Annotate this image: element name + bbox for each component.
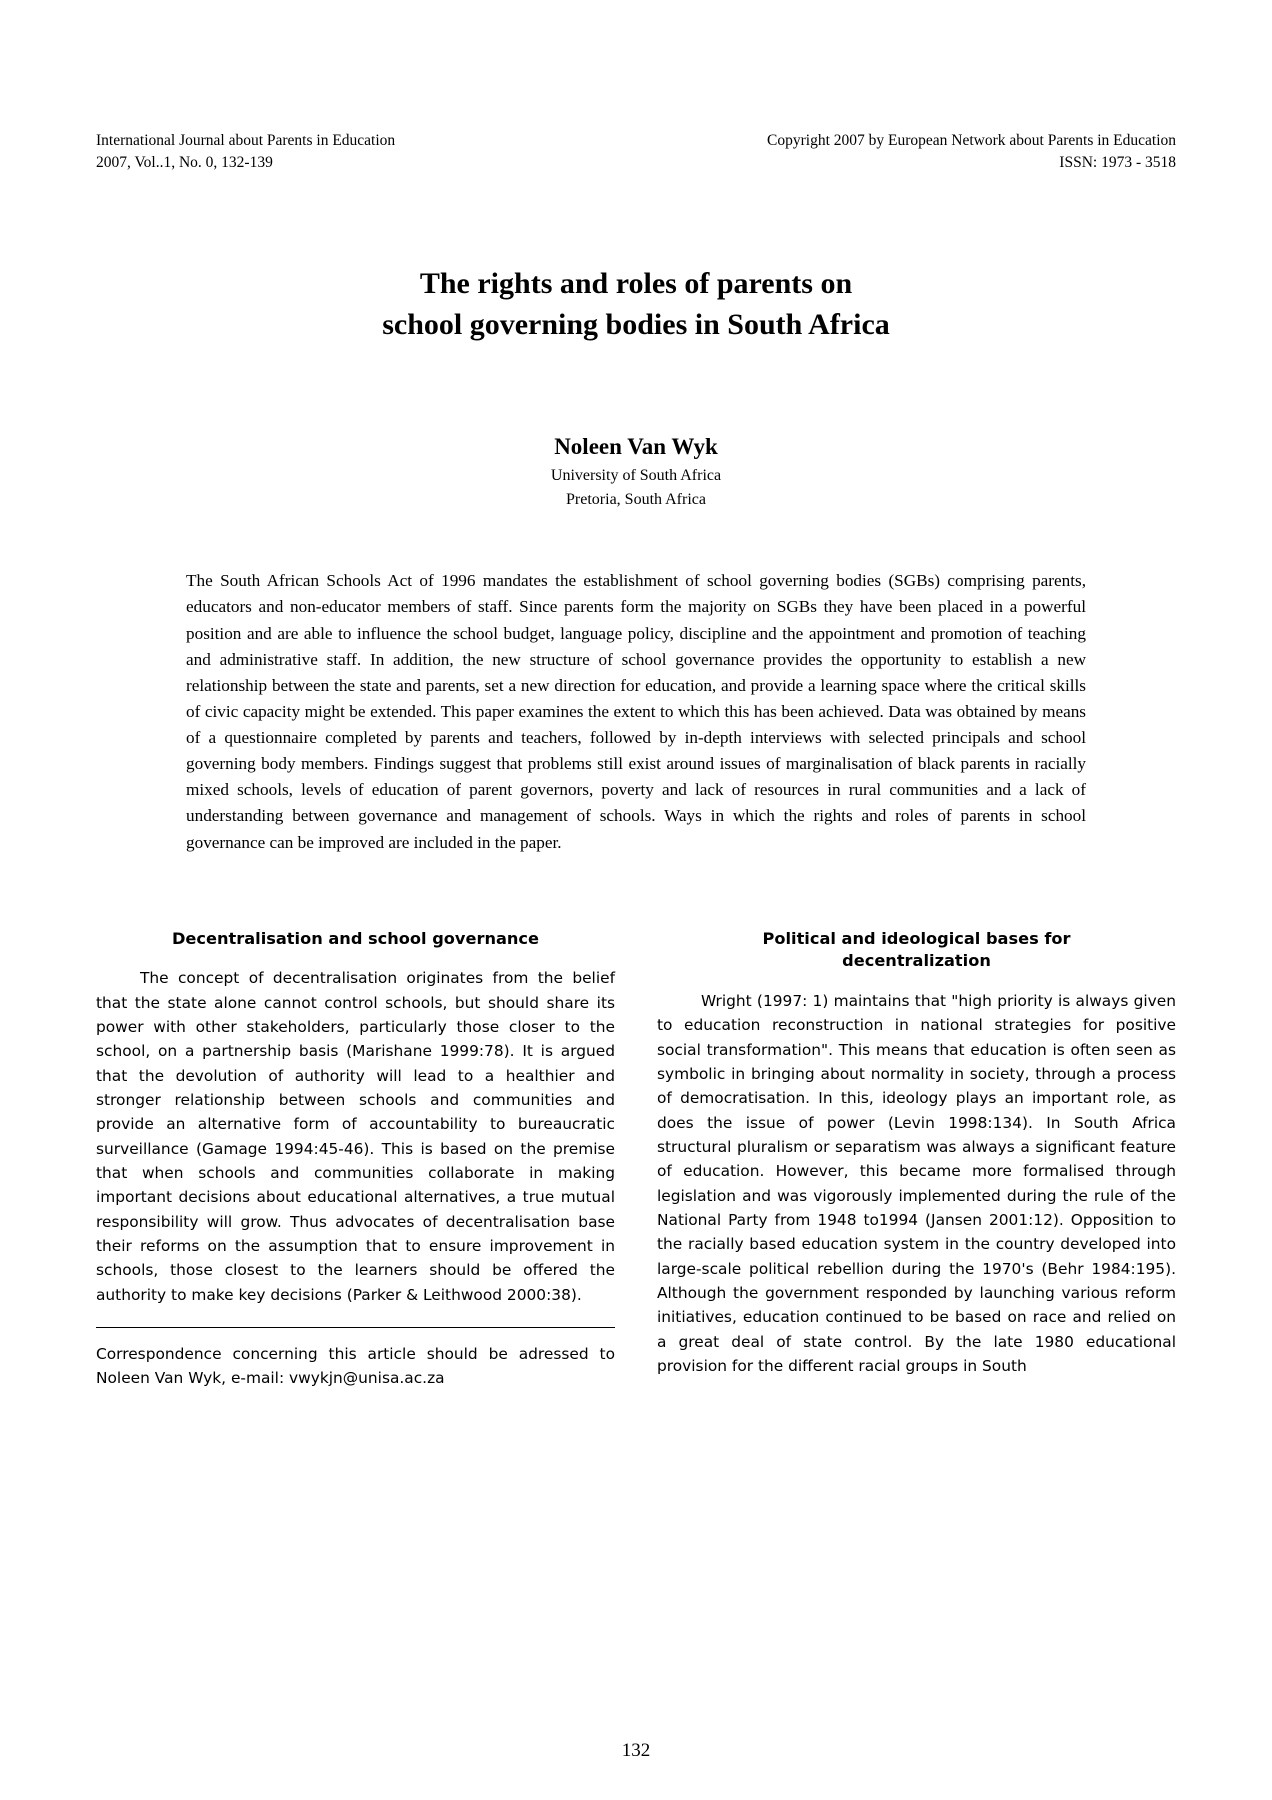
journal-header-left (96, 130, 395, 175)
title-line-2: school governing bodies in South Africa (382, 308, 890, 342)
right-column-heading-line-1: Political and ideological bases for (762, 928, 1071, 948)
left-column-heading: Decentralisation and school governance (171, 928, 539, 948)
abstract-text: The South African Schools Act of 1996 mandates the establishment of school governing bodies (SGBs) comprising parents, educators and non-educator members of staff. Since parents form the majority on SGBs they have been placed in a powerful position and are able to influence the school budget, language policy, discipline and the appointment and promotion of teaching and administrative staff. In addition, the new structure of school governance provides the opportunity to establish a new relationship between the state and parents, set a new direction for education, and provide a learning space where the critical skills of civic capacity might be extended. This paper examines the extent to which this has been achieved. Data was obtained by means of a questionnaire completed by parents and teachers, followed by in-depth interviews with selected principals and school governing body members. Findings suggest that problems still exist around issues of marginalisation of black parents in racially mixed schools, levels of education of parent governors, poverty and lack of resources in rural communities and a lack of understanding between governance and management of schools. Ways in which the rights and roles of parents in school governance can be improved are included in the paper. (186, 571, 1086, 852)
author-affiliation-university: University of South Africa (550, 467, 722, 485)
page-number: 132 (621, 1740, 651, 1761)
journal-name: International Journal about Parents in Education (96, 132, 396, 149)
right-column-heading-line-2: decentralization (842, 951, 991, 971)
journal-header-right (767, 130, 1176, 175)
left-column-paragraph: The concept of decentralisation originates from the belief that the state alone cannot control schools, but should share its power with other stakeholders, particularly those closer to the school, on a partnership basis (Marishane 1999:78). It is argued that the devolution of authority will lead to a healthier and stronger relationship between schools and communities and provide an alternative form of accountability to bureaucratic surveillance (Gamage 1994:45-46). This is based on the premise that when schools and communities collaborate in making important decisions about educational alternatives, a true mutual responsibility will grow. Thus advocates of decentralisation base their reforms on the assumption that to ensure improvement in schools, those closest to the learners should be offered the authority to make key decisions (Parker & Leithwood 2000:38). (96, 969, 615, 1304)
copyright-notice: Copyright 2007 by European Network about Parents in Education (767, 132, 1176, 149)
author-affiliation-city: Pretoria, South Africa (566, 491, 706, 509)
left-column (96, 928, 615, 1391)
correspondence-note: Correspondence concerning this article should be adressed to Noleen Van Wyk, e-mail: vwykjn@unisa.ac.za (96, 1327, 615, 1391)
right-column-paragraph: Wright (1997: 1) maintains that "high priority is always given to education reconstruction in national strategies for positive social transformation". This means that education is often seen as symbolic in bringing about normality in society, through a process of democratisation. In this, ideology plays an important role, as does the issue of power (Levin 1998:134). In South Africa structural pluralism or separatism was always a significant feature of education. However, this became more formalised through legislation and was vigorously implemented during the rule of the National Party from 1948 to1994 (Jansen 2001:12). Opposition to the racially based education system in the country developed into large-scale political rebellion during the 1970's (Behr 1984:195). Although the government responded by launching various reform initiatives, education continued to be based on race and relied on a great deal of state control. By the late 1980 educational provision for the different racial groups in South (657, 992, 1176, 1376)
two-column-body (96, 928, 1176, 1391)
issn: ISSN: 1973 - 3518 (1059, 154, 1176, 172)
author-name: Noleen Van Wyk (554, 433, 718, 459)
page-title (96, 263, 1176, 346)
journal-header (96, 130, 1176, 175)
journal-volume-info: 2007, Vol..1, No. 0, 132-139 (96, 154, 273, 172)
author-block (96, 430, 1176, 513)
right-column-heading (657, 928, 1176, 973)
right-column (657, 928, 1176, 1391)
title-line-1: The rights and roles of parents on (419, 266, 853, 300)
